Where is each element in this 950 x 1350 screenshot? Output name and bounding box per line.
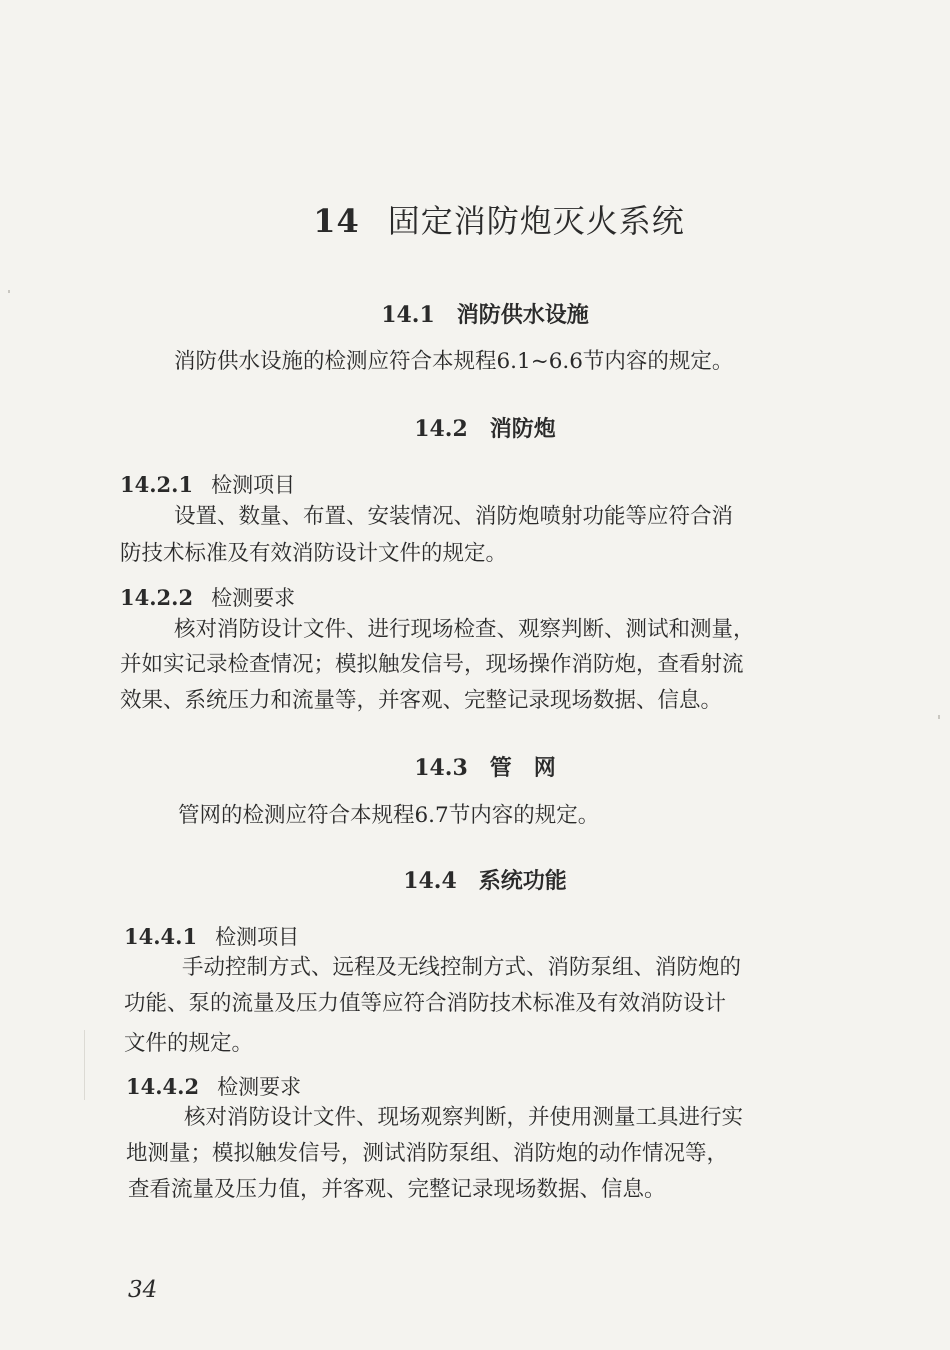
scan-speck: [8, 290, 10, 293]
section-heading-14-1: [0, 298, 950, 329]
paragraph-line: 地测量；模拟触发信号，测试消防泵组、消防炮的动作情况等，: [126, 1141, 729, 1166]
section-title: 管 网: [489, 755, 556, 781]
subsection-number: 14.2.1: [120, 472, 194, 497]
chapter-number: 14: [313, 202, 360, 240]
section-number: 14.1: [381, 302, 435, 328]
paragraph-line: 核对消防设计文件、现场观察判断，并使用测量工具进行实: [184, 1105, 744, 1130]
section-heading-14-3: [0, 751, 950, 782]
paragraph-line: 并如实记录检查情况；模拟触发信号，现场操作消防炮，查看射流: [120, 652, 744, 677]
section-title: 消防炮: [489, 416, 556, 442]
subsection-number: 14.4.1: [124, 924, 198, 949]
subsection-heading-14-4-1: [124, 921, 299, 951]
paragraph-line: 手动控制方式、远程及无线控制方式、消防泵组、消防炮的: [182, 955, 742, 980]
subsection-title: 检测项目: [215, 925, 300, 949]
paragraph-line: 文件的规定。: [124, 1031, 254, 1056]
section-number: 14.4: [403, 868, 457, 894]
section-heading-14-4: [0, 864, 950, 895]
scan-speck: [938, 715, 940, 719]
paragraph-line: 核对消防设计文件、进行现场检查、观察判断、测试和测量，: [174, 617, 755, 642]
paragraph-line: 效果、系统压力和流量等，并客观、完整记录现场数据、信息。: [120, 688, 723, 713]
subsection-number: 14.4.2: [126, 1074, 200, 1099]
section-title: 消防供水设施: [456, 302, 589, 328]
paragraph-14-1: 消防供水设施的检测应符合本规程6.1~6.6节内容的规定。: [174, 349, 734, 374]
paragraph-line: 设置、数量、布置、安装情况、消防炮喷射功能等应符合消: [174, 504, 734, 529]
chapter-title: 固定消防炮灭火系统: [387, 202, 685, 240]
subsection-heading-14-2-2: [120, 582, 295, 612]
subsection-title: 检测项目: [211, 473, 296, 497]
section-number: 14.3: [414, 755, 468, 781]
section-heading-14-2: [0, 412, 950, 443]
subsection-heading-14-4-2: [126, 1071, 301, 1101]
paragraph-14-3: 管网的检测应符合本规程6.7节内容的规定。: [178, 803, 600, 828]
paragraph-line: 查看流量及压力值，并客观、完整记录现场数据、信息。: [128, 1177, 666, 1202]
subsection-heading-14-2-1: [120, 469, 295, 499]
page-number: 34: [128, 1277, 158, 1303]
subsection-number: 14.2.2: [120, 585, 194, 610]
subsection-title: 检测要求: [211, 586, 296, 610]
paragraph-line: 功能、泵的流量及压力值等应符合消防技术标准及有效消防设计: [124, 991, 727, 1016]
section-number: 14.2: [414, 416, 468, 442]
paragraph-line: 防技术标准及有效消防设计文件的规定。: [120, 541, 508, 566]
chapter-heading: [0, 196, 950, 242]
section-title: 系统功能: [478, 868, 567, 894]
scan-streak: [84, 1030, 85, 1100]
subsection-title: 检测要求: [217, 1075, 302, 1099]
